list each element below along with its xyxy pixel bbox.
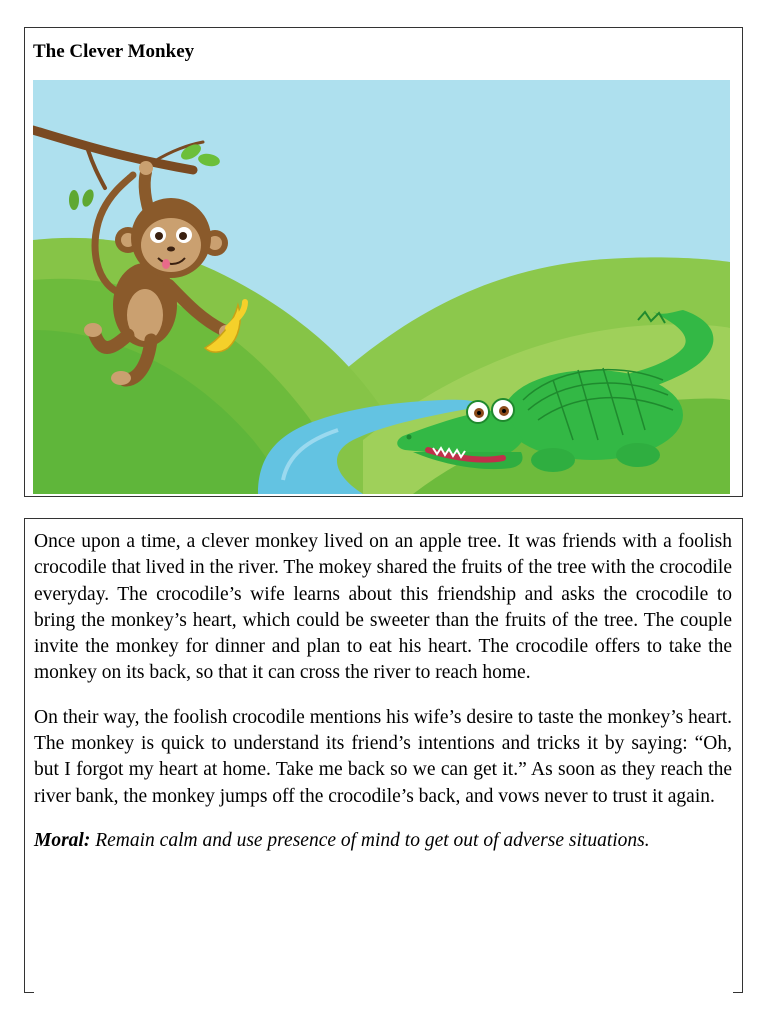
frame-corner-left <box>24 992 34 993</box>
frame-corner-right <box>733 992 743 993</box>
story-paragraph-1: Once upon a time, a clever monkey lived on an apple tree. It was friends with a foolish crocodile that lived in the river. The mokey shared the fruits of the tree with the crocodile everyday. The crocodile’s wife learns about this friendship and asks the crocodile to bring the monkey’s heart, which could be sweeter than the fruits of the tree. The couple invite the monkey for dinner and plan to eat his heart. The crocodile offers to take the monkey on its back, so that it can cross the river to reach home. <box>34 531 732 684</box>
story-title: The Clever Monkey <box>33 41 195 62</box>
moral-label: Moral: <box>34 829 91 851</box>
story-illustration <box>33 80 730 494</box>
story-paragraph-2: On their way, the foolish crocodile mentions his wife’s desire to taste the monkey’s heart. The monkey is quick to understand its friend’s intentions and tricks it by saying: “Oh, but I forgot my heart at home. Take me back so we can get it.” As soon as they reach the river bank, the monkey jumps off the crocodile’s back, and vows never to trust it again. <box>34 706 732 807</box>
story-text-panel <box>24 518 743 992</box>
moral-text: Remain calm and use presence of mind to get out of adverse situations. <box>95 829 650 851</box>
story-body <box>34 529 732 872</box>
illustration-panel <box>24 27 743 497</box>
moral <box>34 828 732 854</box>
